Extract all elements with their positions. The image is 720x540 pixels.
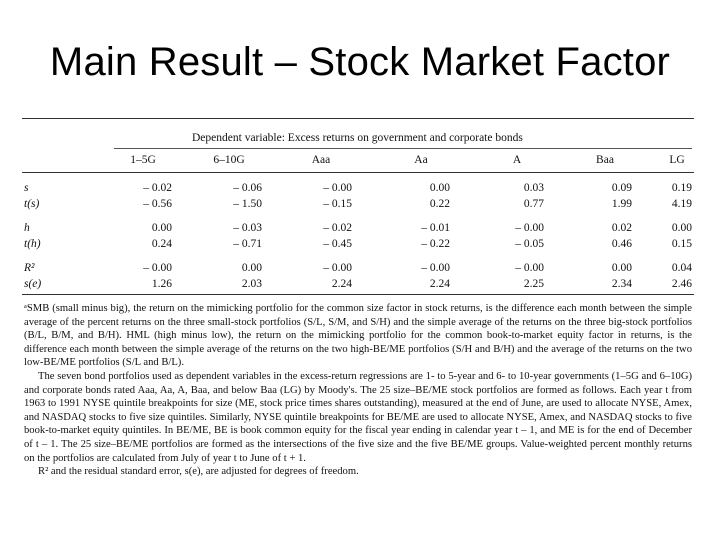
table-cell: – 0.03 xyxy=(233,222,262,234)
note-paragraph: R² and the residual standard error, s(e), are adjusted for degrees of freedom. xyxy=(38,466,359,478)
table-cell: – 0.01 xyxy=(421,222,450,234)
table-cell: 0.09 xyxy=(611,182,632,194)
column-header: A xyxy=(512,154,522,166)
note-paragraph: The seven bond portfolios used as dependent variables in the excess-return regressions are 1- to 5-year and 6- to 10-year governments (1–5G and 6–10G) and corporate bonds rated Aaa, Aa, A, Baa, and below Baa (LG) by Moody's. The 25 size–BE/ME stock portfolios are formed as follows. Each year t from 1963 to 1991 NYSE quintile breakpoints for size (ME, stock price times shares outstanding), measured at the end of June, are used to allocate NYSE, Amex, and NASDAQ stocks to five size quintiles. Similarly, NYSE quintile breakpoints for BE/ME are used to allocate NYSE, Amex, and NASDAQ stocks to five book-to-market equity quintiles. In BE/ME, BE is book common equity for the fiscal year ending in calendar year t – 1, and ME is for the end of December of t – 1. The 25 size–BE/ME portfolios are formed as the intersections of the five size and the five BE/ME groups. Value-weighted percent monthly returns on the portfolios are calculated from July of year t to June of t + 1. xyxy=(24,370,692,464)
table-cell: 1.99 xyxy=(611,198,632,210)
dependent-variable-label: Dependent variable: Excess returns on government and corporate bonds xyxy=(192,132,523,144)
table-bottom-rule xyxy=(22,294,694,295)
table-scan xyxy=(22,118,694,508)
table-cell: – 1.50 xyxy=(233,198,262,210)
table-cell: 1.26 xyxy=(151,278,172,290)
table-cell: – 0.56 xyxy=(143,198,172,210)
table-cell: 2.46 xyxy=(671,278,692,290)
column-header: Baa xyxy=(596,154,614,166)
table-cell: – 0.00 xyxy=(143,262,172,274)
column-header: 1–5G xyxy=(130,154,156,166)
row-label: t(h) xyxy=(24,238,41,250)
table-cell: 0.00 xyxy=(611,262,632,274)
column-header: Aa xyxy=(414,154,428,166)
row-label: R² xyxy=(24,262,35,274)
table-cell: 2.24 xyxy=(429,278,450,290)
table-cell: 0.02 xyxy=(611,222,632,234)
table-cell: 0.00 xyxy=(671,222,692,234)
table-cell: – 0.15 xyxy=(323,198,352,210)
table-cell: 2.03 xyxy=(241,278,262,290)
table-cell: 2.34 xyxy=(611,278,632,290)
table-cell: 0.77 xyxy=(523,198,544,210)
note-paragraph: ᵃSMB (small minus big), the return on the mimicking portfolio for the common size factor in stock returns, is the difference each month between the simple average of the percent returns on the three small-stock portfolios (S/L, S/M, and S/H) and the simple average of the returns on the three big-stock portfolios (B/L, B/M, and B/H). HML (high minus low), the return on the mimicking portfolio for the common book-to-market equity factor in returns, is the difference each month between the simple average of the returns on the two high-BE/ME portfolios (S/H and B/H) and the average of the returns on the two low-BE/ME portfolios (S/L and B/L). xyxy=(24,303,692,369)
table-cell: 0.15 xyxy=(671,238,692,250)
table-notes xyxy=(24,302,692,479)
header-underline xyxy=(114,148,692,149)
table-cell: 4.19 xyxy=(671,198,692,210)
table-cell: 0.04 xyxy=(671,262,692,274)
table-cell: 0.00 xyxy=(151,222,172,234)
table-cell: – 0.00 xyxy=(515,222,544,234)
table-cell: 0.00 xyxy=(429,182,450,194)
table-cell: 2.25 xyxy=(523,278,544,290)
row-label: t(s) xyxy=(24,198,40,210)
table-cell: – 0.05 xyxy=(515,238,544,250)
table-header-rule xyxy=(22,172,694,173)
table-cell: – 0.45 xyxy=(323,238,352,250)
table-cell: – 0.00 xyxy=(421,262,450,274)
table-cell: 0.22 xyxy=(429,198,450,210)
row-label: h xyxy=(24,222,30,234)
table-top-rule xyxy=(22,118,694,119)
column-header: Aaa xyxy=(311,154,331,166)
table-cell: 2.24 xyxy=(331,278,352,290)
column-header: 6–10G xyxy=(213,154,245,166)
table-cell: – 0.00 xyxy=(323,262,352,274)
table-cell: 0.46 xyxy=(611,238,632,250)
table-cell: 0.24 xyxy=(151,238,172,250)
column-header: LG xyxy=(669,154,685,166)
table-cell: – 0.00 xyxy=(323,182,352,194)
table-cell: 0.03 xyxy=(523,182,544,194)
table-cell: – 0.02 xyxy=(323,222,352,234)
slide-title: Main Result – Stock Market Factor xyxy=(49,40,671,84)
table-cell: – 0.22 xyxy=(421,238,450,250)
table-cell: – 0.00 xyxy=(515,262,544,274)
table-cell: – 0.02 xyxy=(143,182,172,194)
table-cell: 0.19 xyxy=(671,182,692,194)
table-cell: – 0.71 xyxy=(233,238,262,250)
row-label: s xyxy=(24,182,29,194)
table-cell: – 0.06 xyxy=(233,182,262,194)
table-cell: 0.00 xyxy=(241,262,262,274)
row-label: s(e) xyxy=(24,278,42,290)
